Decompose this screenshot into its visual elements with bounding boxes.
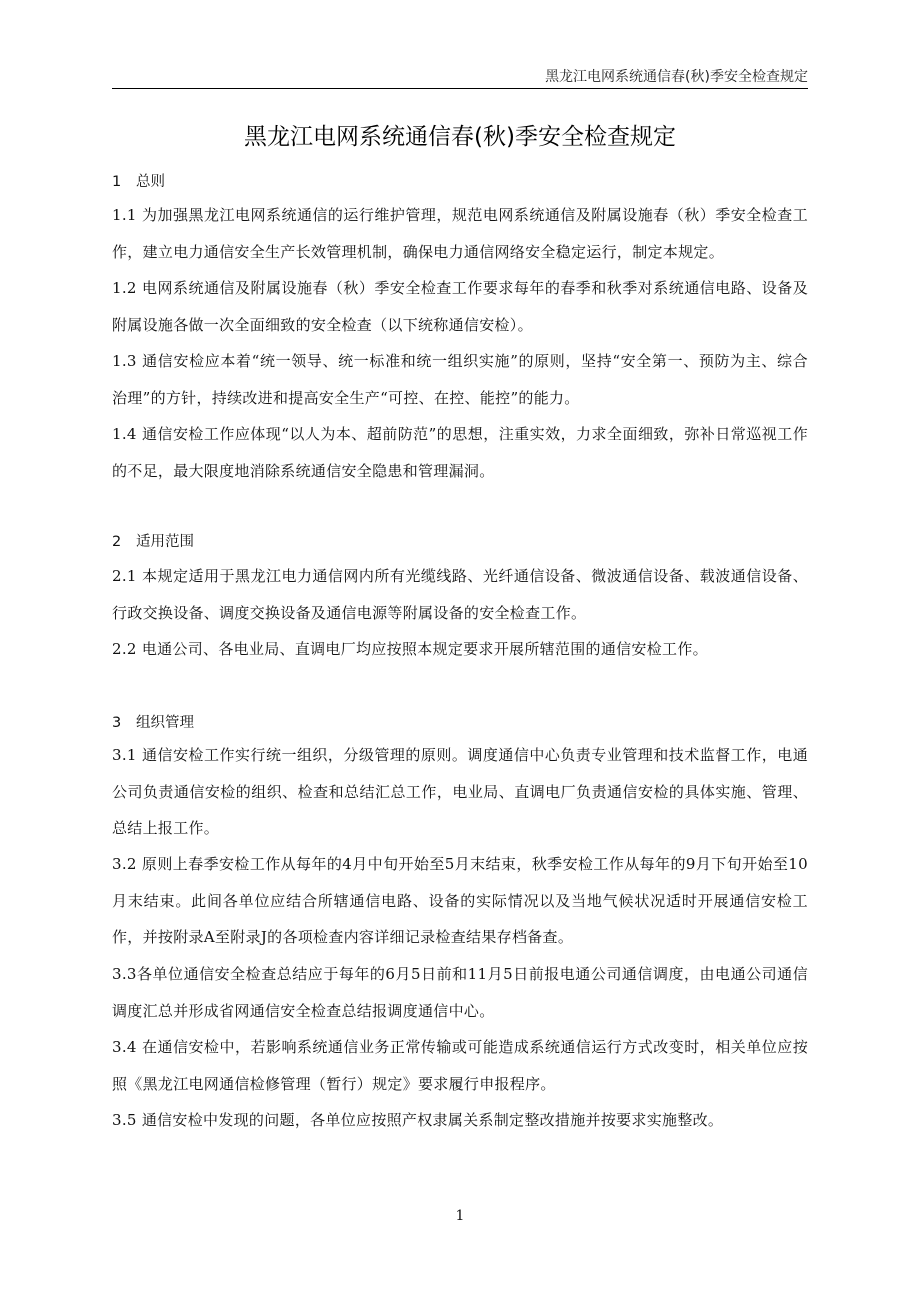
header-rule xyxy=(112,88,808,89)
paragraph: 1.4 通信安检工作应体现“以人为本、超前防范”的思想，注重实效，力求全面细致，弥补日常巡视工作的不足，最大限度地消除系统通信安全隐患和管理漏洞。 xyxy=(112,425,808,480)
section-number: 2 xyxy=(112,534,122,550)
section-title: 适用范围 xyxy=(136,534,194,550)
page-number: 1 xyxy=(455,1208,465,1224)
section-number: 1 xyxy=(112,174,122,190)
paragraph: 3.3各单位通信安全检查总结应于每年的6月5日前和11月5日前报电通公司通信调度，由电通公司通信调度汇总并形成省网通信安全检查总结报调度通信中心。 xyxy=(112,965,808,1020)
running-header: 黑龙江电网系统通信春(秋)季安全检查规定 xyxy=(545,69,808,85)
paragraph: 3.4 在通信安检中，若影响系统通信业务正常传输或可能造成系统通信运行方式改变时，相关单位应按照《黑龙江电网通信检修管理（暂行）规定》要求履行申报程序。 xyxy=(112,1038,808,1093)
document-title: 黑龙江电网系统通信春(秋)季安全检查规定 xyxy=(244,124,676,150)
section-heading xyxy=(112,170,165,191)
paragraph: 1.3 通信安检应本着“统一领导、统一标准和统一组织实施”的原则，坚持“安全第一、预防为主、综合治理”的方针，持续改进和提高安全生产“可控、在控、能控”的能力。 xyxy=(112,352,808,407)
paragraph: 2.1 本规定适用于黑龙江电力通信网内所有光缆线路、光纤通信设备、微波通信设备、载波通信设备、行政交换设备、调度交换设备及通信电源等附属设备的安全检查工作。 xyxy=(112,567,808,622)
paragraph: 3.2 原则上春季安检工作从每年的4月中旬开始至5月末结束，秋季安检工作从每年的9月下旬开始至10月末结束。此间各单位应结合所辖通信电路、设备的实际情况以及当地气候状况适时开展通信安检工作，并按附录A至附录J的各项检查内容详细记录检查结果存档备查。 xyxy=(112,855,808,946)
section-title: 总则 xyxy=(136,174,165,190)
section-title: 组织管理 xyxy=(136,715,194,731)
section-number: 3 xyxy=(112,715,122,731)
paragraph: 3.5 通信安检中发现的问题，各单位应按照产权隶属关系制定整改措施并按要求实施整改。 xyxy=(112,1111,724,1129)
paragraph: 1.1 为加强黑龙江电网系统通信的运行维护管理，规范电网系统通信及附属设施春（秋）季安全检查工作，建立电力通信安全生产长效管理机制，确保电力通信网络安全稳定运行，制定本规定。 xyxy=(112,206,808,261)
paragraph: 1.2 电网系统通信及附属设施春（秋）季安全检查工作要求每年的春季和秋季对系统通信电路、设备及附属设施各做一次全面细致的安全检查（以下统称通信安检）。 xyxy=(112,279,808,334)
paragraph: 2.2 电通公司、各电业局、直调电厂均应按照本规定要求开展所辖范围的通信安检工作。 xyxy=(112,640,708,658)
paragraph: 3.1 通信安检工作实行统一组织，分级管理的原则。调度通信中心负责专业管理和技术监督工作，电通公司负责通信安检的组织、检查和总结汇总工作，电业局、直调电厂负责通信安检的具体实施、管理、总结上报工作。 xyxy=(112,746,808,837)
section-heading xyxy=(112,711,194,732)
section-heading xyxy=(112,530,194,551)
